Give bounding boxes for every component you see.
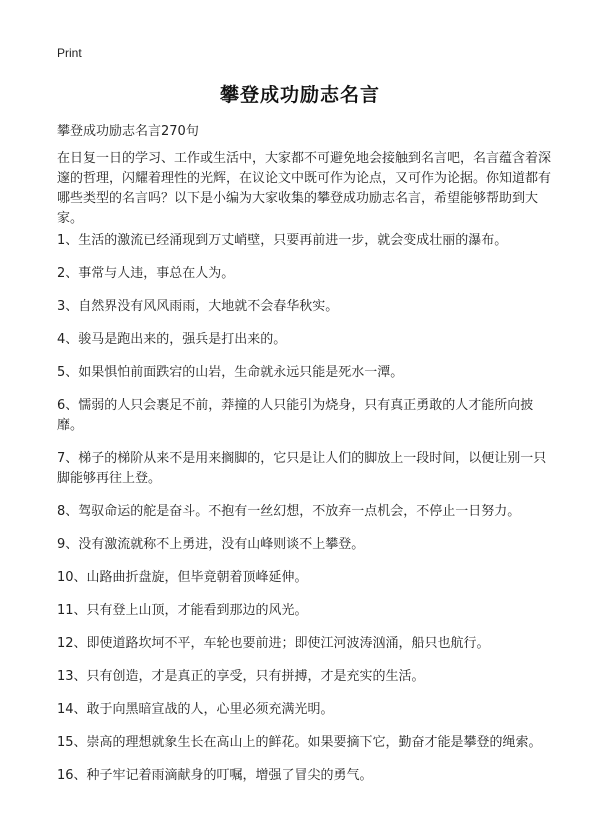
quote-item: 4、骏马是跑出来的，强兵是打出来的。 bbox=[57, 332, 287, 347]
quote-item: 10、山路曲折盘旋，但毕竟朝着顶峰延伸。 bbox=[57, 570, 308, 585]
quote-item: 7、梯子的梯阶从来不是用来搁脚的，它只是让人们的脚放上一段时间，以便让别一只脚能够再往上登。 bbox=[57, 451, 547, 486]
quote-item: 16、种子牢记着雨滴献身的叮嘱，增强了冒尖的勇气。 bbox=[57, 768, 373, 783]
page-title: 攀登成功励志名言 bbox=[219, 84, 380, 106]
quote-item: 3、自然界没有风风雨雨，大地就不会春华秋实。 bbox=[57, 299, 339, 314]
quote-item: 2、事常与人违，事总在人为。 bbox=[57, 266, 235, 281]
quote-item: 6、懦弱的人只会裹足不前，莽撞的人只能引为烧身，只有真正勇敢的人才能所向披靡。 bbox=[57, 398, 534, 433]
quote-item: 9、没有激流就称不上勇进，没有山峰则谈不上攀登。 bbox=[57, 537, 365, 552]
quote-item: 8、驾驭命运的舵是奋斗。不抱有一丝幻想，不放弃一点机会，不停止一日努力。 bbox=[57, 504, 521, 519]
quote-item: 13、只有创造，才是真正的享受，只有拼搏，才是充实的生活。 bbox=[57, 669, 425, 684]
quote-item: 12、即使道路坎坷不平，车轮也要前进；即使江河波涛汹涌，船只也航行。 bbox=[57, 636, 490, 651]
quote-item: 5、如果惧怕前面跌宕的山岩，生命就永远只能是死水一潭。 bbox=[57, 365, 404, 380]
quote-item: 1、生活的激流已经涌现到万丈峭壁，只要再前进一步，就会变成壮丽的瀑布。 bbox=[57, 233, 508, 248]
intro-paragraph: 在日复一日的学习、工作或生活中，大家都不可避免地会接触到名言吧，名言蕴含着深邃的哲理，闪耀着理性的光辉，在议论文中既可作为论点，又可作为论据。你知道都有哪些类型的名言吗？以下是小编为大家收集的攀登成功励志名言，希望能够帮助到大家。 bbox=[57, 151, 552, 226]
quote-item: 14、敢于向黑暗宣战的人，心里必须充满光明。 bbox=[57, 702, 334, 717]
quote-item: 11、只有登上山顶，才能看到那边的风光。 bbox=[57, 603, 308, 618]
print-label: Print bbox=[57, 46, 82, 60]
quote-item: 15、崇高的理想就象生长在高山上的鲜花。如果要摘下它，勤奋才能是攀登的绳索。 bbox=[57, 735, 542, 750]
document-subtitle: 攀登成功励志名言270句 bbox=[57, 124, 199, 139]
quote-list bbox=[57, 231, 553, 799]
